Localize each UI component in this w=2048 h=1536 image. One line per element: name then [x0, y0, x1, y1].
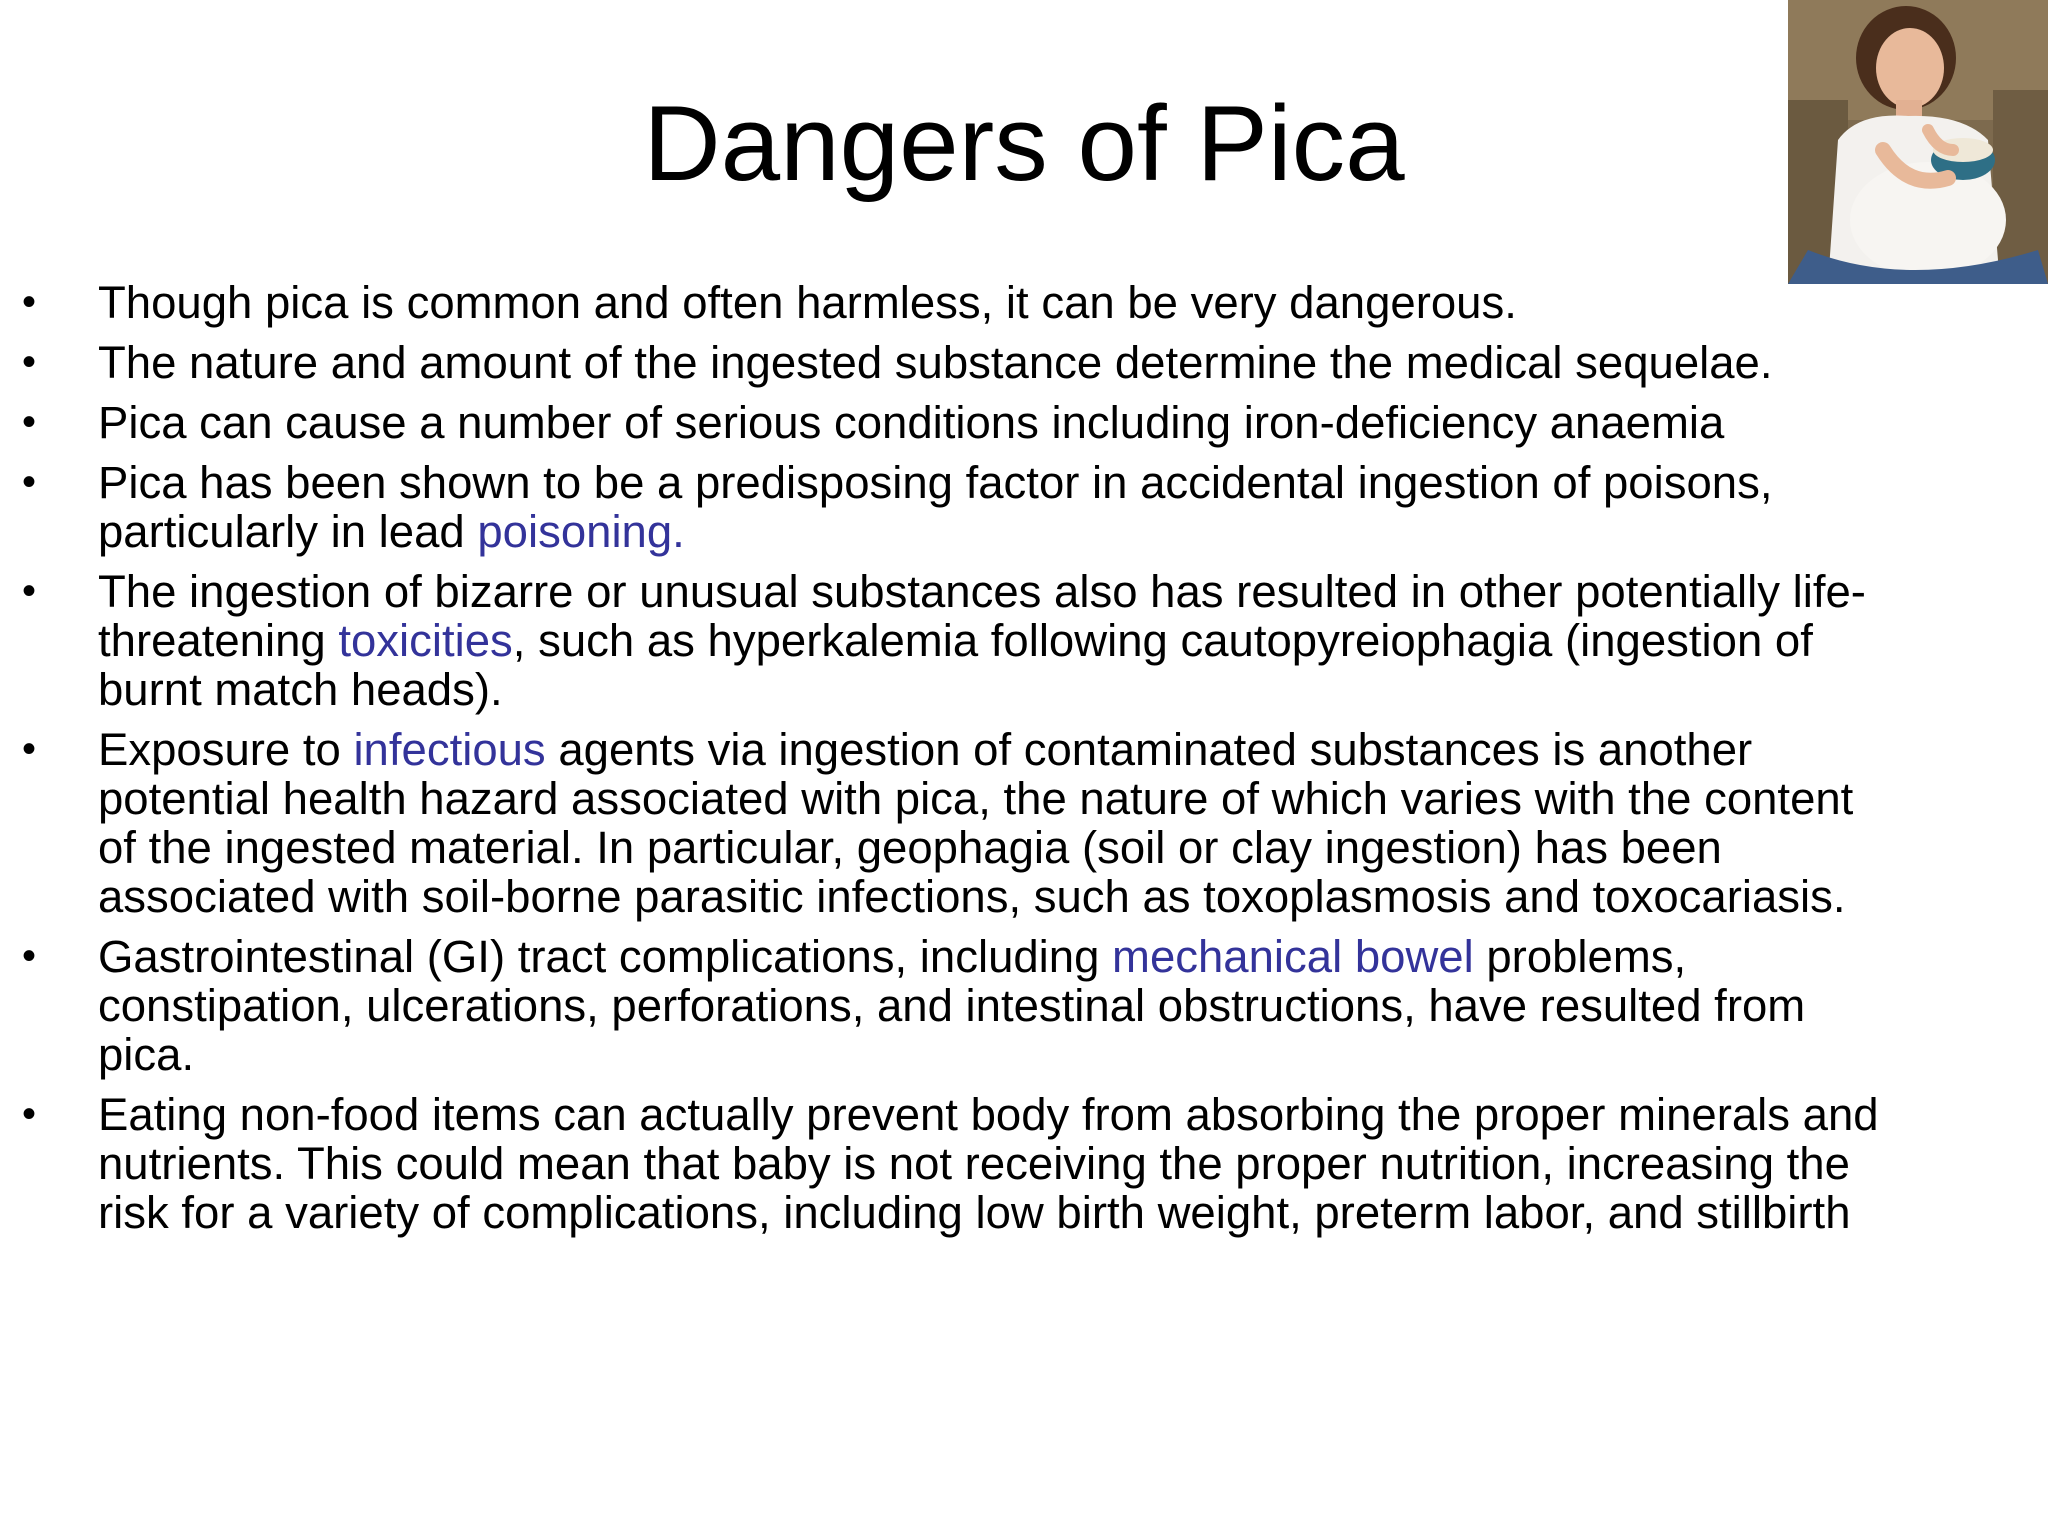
text-segment: problems, constipation, ulcerations, perforations, and intestinal obstructions, have resulted from pica.	[98, 931, 1806, 1080]
bullet-item	[22, 338, 1902, 387]
hyperlink[interactable]: toxicities	[338, 615, 513, 666]
bullet-text	[98, 1089, 1879, 1238]
bullet-text	[98, 724, 1853, 922]
bullet-dot: •	[22, 400, 37, 444]
hyperlink[interactable]: poisoning.	[477, 506, 685, 557]
pregnant-woman-eating-photo	[1788, 0, 2048, 284]
slide-title: Dangers of Pica	[643, 83, 1405, 203]
text-segment: Eating non-food items can actually prevent body from absorbing the proper minerals and nutrients. This could mean that baby is not receiving the proper nutrition, increasing the risk for a variety of complications, including low birth weight, preterm labor, and stillbirth	[98, 1089, 1879, 1238]
text-segment: agents via ingestion of contaminated substances is another potential health hazard associated with pica, the nature of which varies with the content of the ingested material. In particular, geophagia (soil or clay ingestion) has been associated with soil-borne parasitic infections, such as toxoplasmosis and toxocariasis.	[98, 724, 1854, 922]
text-segment: The nature and amount of the ingested substance determine the medical sequelae.	[98, 337, 1773, 388]
text-segment: Pica has been shown to be a predisposing factor in accidental ingestion of poisons, particularly in lead	[98, 457, 1773, 557]
bullet-item	[22, 458, 1902, 556]
bullet-text	[98, 397, 1724, 448]
hyperlink[interactable]: mechanical bowel	[1112, 931, 1474, 982]
bullet-text	[98, 337, 1772, 388]
text-segment: Gastrointestinal (GI) tract complications, including	[98, 931, 1113, 982]
bullet-item	[22, 278, 1902, 327]
bullet-text	[98, 566, 1866, 715]
bullet-dot: •	[22, 460, 37, 504]
bullet-item	[22, 398, 1902, 447]
hyperlink[interactable]: infectious	[353, 724, 546, 775]
text-segment: Pica can cause a number of serious conditions including iron-deficiency anaemia	[98, 397, 1725, 448]
text-segment: Exposure to	[98, 724, 354, 775]
bullet-dot: •	[22, 569, 37, 613]
bullet-dot: •	[22, 340, 37, 384]
bullet-item	[22, 932, 1902, 1079]
bullet-item	[22, 1090, 1902, 1237]
bullet-dot: •	[22, 934, 37, 978]
bullet-dot: •	[22, 727, 37, 771]
bullet-item	[22, 567, 1902, 714]
text-segment: , such as hyperkalemia following cautopyreiophagia (ingestion of burnt match heads).	[98, 615, 1813, 715]
bullet-dot: •	[22, 1092, 37, 1136]
bullet-text	[98, 457, 1772, 557]
bullet-text	[98, 277, 1517, 328]
bullet-dot: •	[22, 280, 37, 324]
bullet-item	[22, 725, 1902, 921]
bullet-list	[22, 278, 1902, 1248]
text-segment: Though pica is common and often harmless, it can be very dangerous.	[98, 277, 1517, 328]
text-segment: The ingestion of bizarre or unusual substances also has resulted in other potentially life-threatening	[98, 566, 1866, 666]
bullet-text	[98, 931, 1805, 1080]
